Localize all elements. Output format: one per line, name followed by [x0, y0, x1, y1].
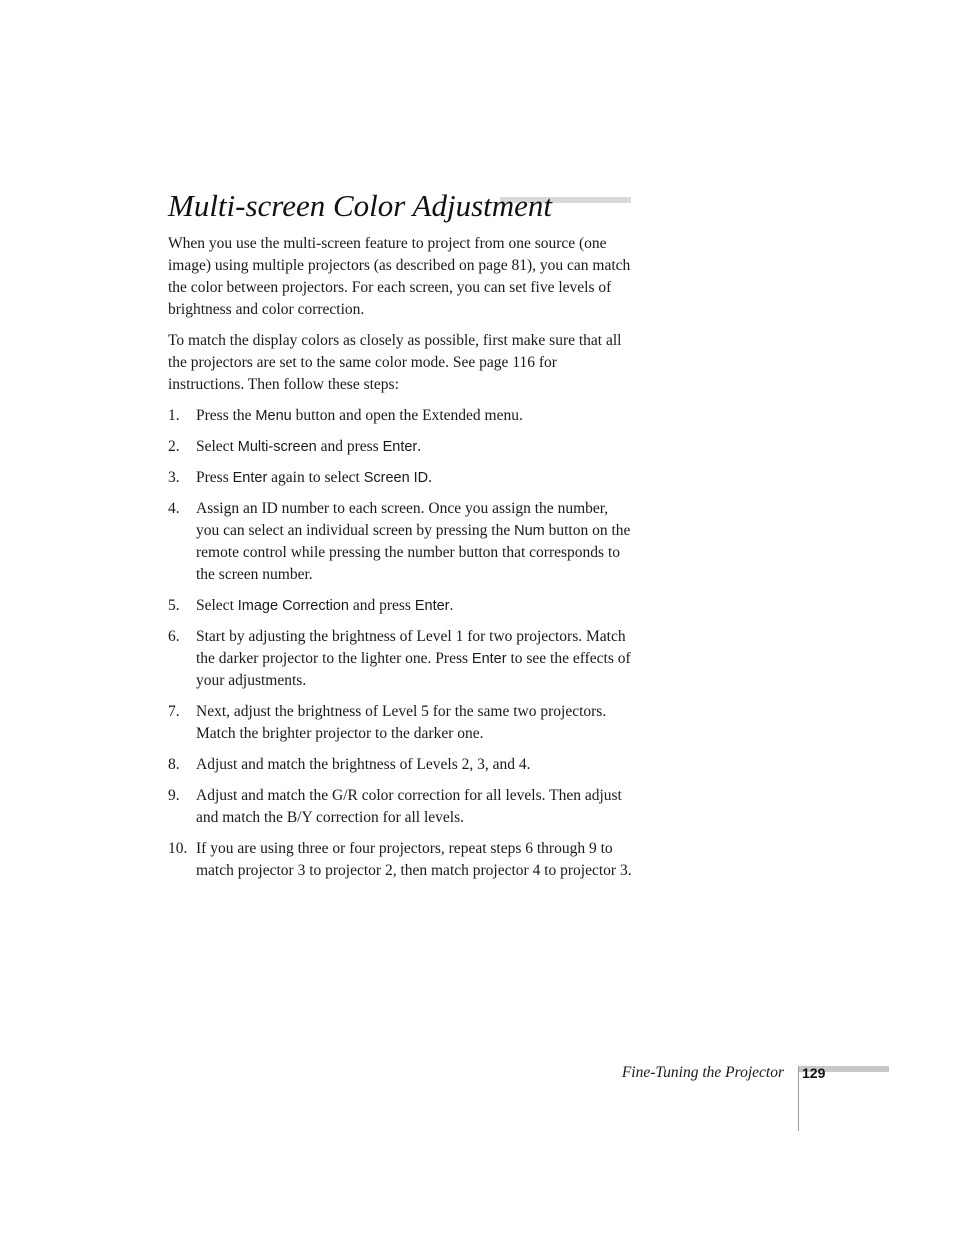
- step-text: [196, 438, 421, 455]
- step-number: 8.: [168, 756, 180, 773]
- step-text: [196, 500, 630, 583]
- step-text-run: and press: [348, 597, 415, 614]
- step-item: [168, 405, 632, 427]
- steps-list: [168, 405, 632, 882]
- step-text-run: .: [428, 469, 433, 486]
- step-text: [196, 756, 530, 773]
- step-item: [168, 701, 632, 745]
- ui-term: Menu: [255, 408, 292, 424]
- ui-term: Enter: [414, 598, 450, 614]
- step-item: [168, 467, 632, 489]
- step-text-run: If you are using three or four projectors, repeat steps 6 through 9 to match projector 3 to projector 2, then match projector 4 to projector 3.: [196, 840, 632, 879]
- step-number: 10.: [168, 840, 188, 857]
- step-text: [196, 840, 632, 879]
- step-number: 9.: [168, 787, 180, 804]
- page-title: Multi-screen Color Adjustment: [168, 188, 553, 223]
- step-text: [196, 628, 631, 689]
- ui-term: Enter: [232, 470, 268, 486]
- step-text-run: Adjust and match the G/R color correction for all levels. Then adjust and match the B/Y correction for all levels.: [196, 787, 622, 826]
- step-number: 1.: [168, 407, 180, 424]
- step-number: 3.: [168, 469, 180, 486]
- step-number: 2.: [168, 438, 180, 455]
- intro-paragraph: When you use the multi-screen feature to project from one source (one image) using multiple projectors (as described on page 81), you can match the color between projectors. For each screen, you can set five levels of brightness and color correction.: [168, 235, 631, 318]
- step-text-run: again to select: [267, 469, 364, 486]
- step-number: 5.: [168, 597, 180, 614]
- step-item: [168, 436, 632, 458]
- ui-term: Num: [514, 523, 545, 539]
- step-text-run: Adjust and match the brightness of Levels 2, 3, and 4.: [196, 756, 531, 773]
- step-text-run: .: [449, 597, 454, 614]
- step-text-run: Select: [196, 597, 238, 614]
- step-number: 7.: [168, 703, 180, 720]
- step-text: [196, 407, 523, 424]
- step-item: [168, 754, 632, 776]
- step-text: [196, 469, 432, 486]
- step-text-run: Press the: [196, 407, 256, 424]
- step-item: [168, 626, 632, 692]
- step-text-run: Assign an ID number to each screen. Once you assign the number, you can select an individual screen by pressing the: [196, 500, 609, 539]
- step-item: [168, 838, 632, 882]
- footer-section-title: Fine-Tuning the Projector: [621, 1064, 784, 1081]
- step-text-run: button on the remote control while pressing the number button that corresponds to the screen number.: [196, 522, 631, 583]
- step-text-run: .: [417, 438, 422, 455]
- step-text: [196, 703, 606, 742]
- step-item: [168, 785, 632, 829]
- ui-term: Enter: [471, 651, 507, 667]
- ui-term: Image Correction: [237, 598, 349, 614]
- step-item: [168, 498, 632, 586]
- ui-term: Screen ID: [363, 470, 429, 486]
- step-text-run: button and open the Extended menu.: [291, 407, 523, 424]
- document-body: [168, 233, 632, 891]
- step-text: [196, 787, 622, 826]
- footer-divider: [798, 1066, 799, 1131]
- step-text-run: to see the effects of your adjustments.: [196, 650, 631, 689]
- step-text-run: Start by adjusting the brightness of Level 1 for two projectors. Match the darker projector to the lighter one. Press: [196, 628, 626, 667]
- step-item: [168, 595, 632, 617]
- intro-paragraph: To match the display colors as closely as possible, first make sure that all the projectors are set to the same color mode. See page 116 for instructions. Then follow these steps:: [168, 332, 622, 393]
- ui-term: Enter: [382, 439, 418, 455]
- step-text-run: and press: [316, 438, 383, 455]
- step-text-run: Press: [196, 469, 233, 486]
- step-text-run: Next, adjust the brightness of Level 5 for the same two projectors. Match the brighter projector to the darker one.: [196, 703, 607, 742]
- step-number: 6.: [168, 628, 180, 645]
- step-number: 4.: [168, 500, 180, 517]
- step-text: [196, 597, 453, 614]
- ui-term: Multi-screen: [237, 439, 317, 455]
- page-number: 129: [802, 1065, 826, 1081]
- step-text-run: Select: [196, 438, 238, 455]
